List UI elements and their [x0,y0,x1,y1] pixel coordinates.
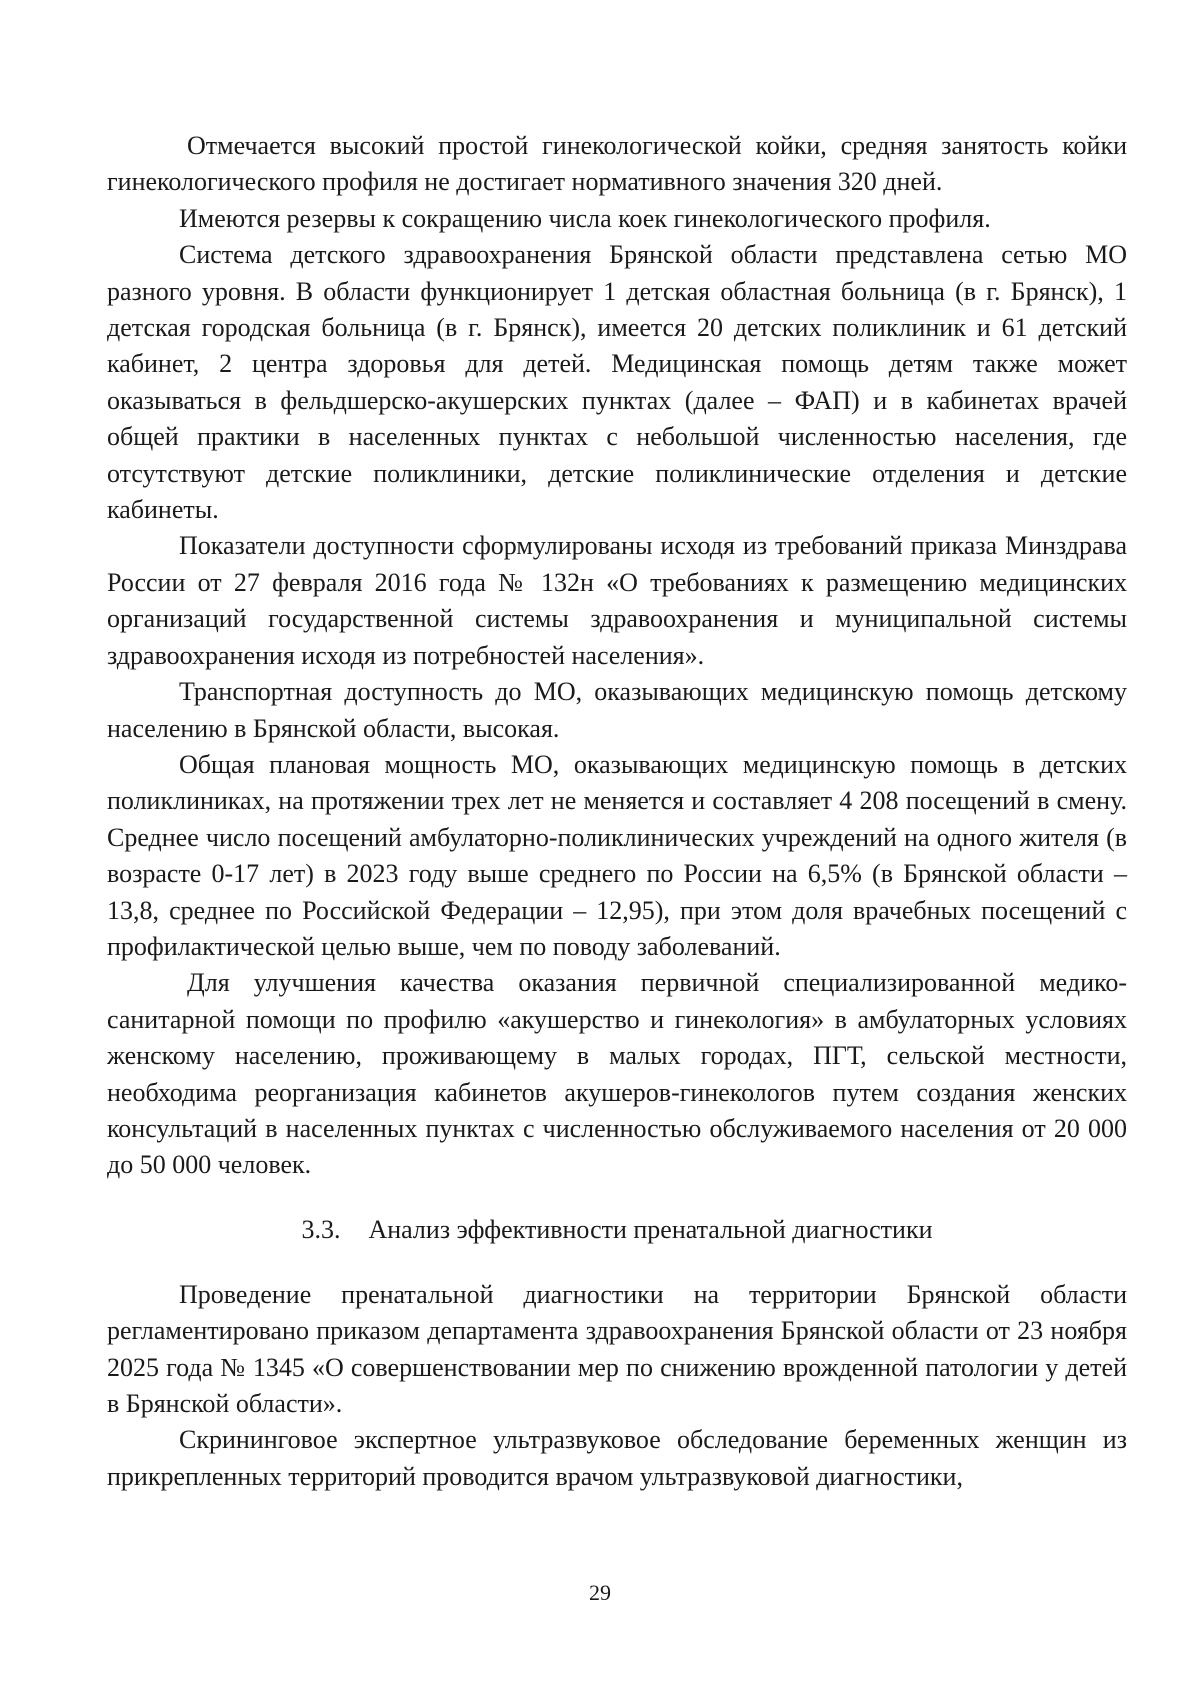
paragraph-bed-reserves: Имеются резервы к сокращению числа коек гинекологического профиля. [179,203,991,233]
paragraph-child-healthcare-system: Система детского здравоохранения Брянской области представлена сетью МО разного уровня. В области функционирует 1 детская областная больница (в г. Брянск), 1 детская городская больница (в г. Брянск), имеется 20 детских поликлиник и 61 детский кабинет, 2 центра здоровья для детей. Медицинская помощь детям также может оказываться в фельдшерско-акушерских пунктах (далее – ФАП) и в кабинетах врачей общей практики в населенных пунктах с небольшой численностью населения, где отсутствуют детские поликлиники, детские поликлинические отделения и детские кабинеты. [107,240,1127,525]
section-title: Анализ эффективности пренатальной диагностики [368,1214,933,1244]
paragraph-quality-improvement: Для улучшения качества оказания первичной специализированной медико-санитарной помощи по профилю «акушерство и гинекология» в амбулаторных условиях женскому населению, проживающему в малых городах, ПГТ, сельской местности, необходима реорганизация кабинетов акушеров-гинекологов путем создания женских консультаций в населенных пунктах с численностью обслуживаемого населения от 20 000 до 50 000 человек. [107,968,1127,1180]
paragraph-screening-ultrasound: Скрининговое экспертное ультразвуковое обследование беременных женщин из прикрепленных территорий проводится врачом ультразвуковой диагностики, [107,1425,1127,1491]
paragraph-transport-availability: Транспортная доступность до МО, оказывающих медицинскую помощь детскому населению в Брянской области, высокая. [107,677,1127,743]
section-number: 3.3. [301,1214,341,1244]
paragraph-planned-capacity: Общая плановая мощность МО, оказывающих медицинскую помощь в детских поликлиниках, на протяжении трех лет не меняется и составляет 4 208 посещений в смену. Среднее число посещений амбулаторно-поликлинических учреждений на одного жителя (в возрасте 0-17 лет) в 2023 году выше среднего по России на 6,5% (в Брянской области – 13,8, среднее по Российской Федерации – 12,95), при этом доля врачебных посещений с профилактической целью выше, чем по поводу заболеваний. [107,749,1127,961]
page-number: 29 [589,1580,611,1605]
paragraph-availability-indicators: Показатели доступности сформулированы исходя из требований приказа Минздрава России от 27 февраля 2016 года № 132н «О требованиях к размещению медицинских организаций государственной системы здравоохранения и муниципальной системы здравоохранения исходя из потребностей населения». [107,531,1127,670]
paragraph-prenatal-regulation: Проведение пренатальной диагностики на территории Брянской области регламентировано приказом департамента здравоохранения Брянской области от 23 ноября 2025 года № 1345 «О совершенствовании мер по снижению врожденной патологии у детей в Брянской области». [107,1279,1127,1418]
document-body [107,128,1127,1495]
paragraph-bed-idle: Отмечается высокий простой гинекологической койки, средняя занятость койки гинекологического профиля не достигает нормативного значения 320 дней. [107,131,1127,197]
section-heading [107,1212,1127,1248]
